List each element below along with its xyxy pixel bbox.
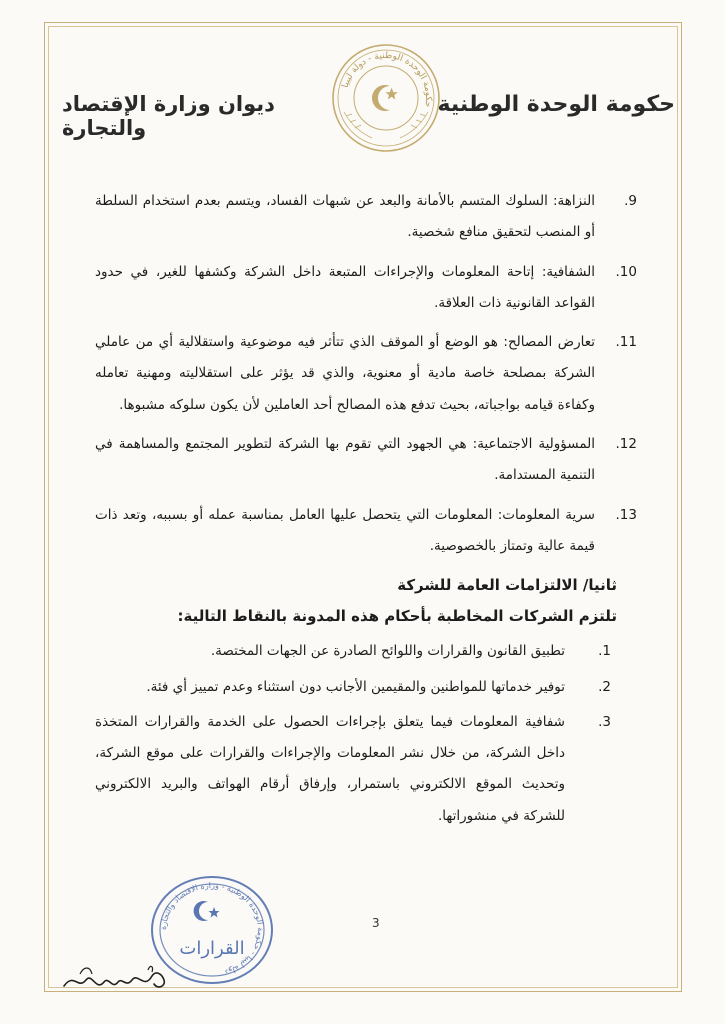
state-emblem-icon [330, 42, 442, 154]
definition-item-11 [95, 327, 637, 421]
obligation-item-1 [95, 636, 617, 667]
definition-item-10 [95, 257, 637, 320]
item-term: سرية المعلومات: [497, 506, 595, 523]
definition-item-13 [95, 500, 637, 563]
item-text: إتاحة المعلومات والإجراءات المتبعة داخل الشركة وكشفها للغير، في حدود القواعد القانونية ذات العلاقة. [95, 263, 595, 311]
section-heading: ثانيا/ الالتزامات العامة للشركة [397, 576, 617, 595]
obligation-text: شفافية المعلومات فيما يتعلق بإجراءات الحصول على الخدمة والقرارات المتخذة داخل الشركة، من خلال نشر المعلومات والإجراءات والقرارات على موقع الشركة، وتحديث الموقع الالكتروني باستمرار، وإرفاق أرقام الهواتف والبريد الالكتروني للشركة في منشوراتها. [95, 713, 565, 824]
stamp-label: القرارات [179, 938, 245, 959]
item-number: .12 [615, 436, 637, 453]
obligation-number: .3 [598, 713, 611, 730]
item-text: المعلومات التي يتحصل عليها العامل بمناسبة عمله أو بسببه، وتعد ذات قيمة عالية وتمتاز بالخصوصية. [95, 506, 595, 554]
section-subheading: تلتزم الشركات المخاطبة بأحكام هذه المدونة بالنقاط التالية: [177, 607, 617, 626]
item-number: .9 [624, 193, 637, 209]
document-body [95, 186, 637, 836]
item-text: هو الوضع أو الموقف الذي تتأثر فيه موضوعية واستقلالية أي من عاملي الشركة بمصلحة خاصة مادية أو معنوية، والذي قد يؤثر على استقلاليته ومهنية تعامله وكفاءة قيامه بواجباته، بحيث تدفع هذه المصالح أحد العاملين لأن يكون سلوكه مشبوها. [95, 334, 595, 413]
item-term: المسؤولية الاجتماعية: [472, 436, 595, 453]
obligation-item-3 [95, 707, 617, 832]
item-number: .11 [615, 334, 637, 351]
page-number: 3 [372, 916, 380, 930]
definition-item-12 [95, 429, 637, 492]
header-government-title: حكومة الوحدة الوطنية [437, 92, 675, 117]
obligation-number: .2 [598, 678, 611, 695]
definition-item-9 [95, 186, 637, 249]
item-text: هي الجهود التي تقوم بها الشركة لتطوير المجتمع والمساهمة في التنمية المستدامة. [95, 436, 595, 484]
item-text: السلوك المتسم بالأمانة والبعد عن شبهات الفساد، ويتسم بعدم استخدام السلطة أو المنصب لتحقيق منافع شخصية. [95, 193, 595, 241]
stamp-ring-text: دولة ليبيا - حكومة الوحدة الوطنية - وزارة الاقتصاد والتجارة [158, 880, 266, 978]
item-term: النزاهة: [552, 193, 595, 209]
item-term: تعارض المصالح: [503, 334, 595, 351]
handwritten-signature [60, 956, 180, 1000]
obligation-number: .1 [598, 643, 611, 660]
obligation-text: توفير خدماتها للمواطنين والمقيمين الأجانب دون استثناء وعدم تمييز أي فئة. [146, 678, 565, 695]
emblem-ring-text: حكومة الوحدة الوطنية - دولة ليبيا [340, 50, 434, 108]
item-term: الشفافية: [541, 263, 595, 280]
obligation-text: تطبيق القانون والقرارات واللوائح الصادرة عن الجهات المختصة. [210, 643, 565, 660]
item-number: .10 [615, 263, 637, 280]
obligation-item-2 [95, 672, 617, 703]
item-number: .13 [615, 506, 637, 523]
header-ministry-title: ديوان وزارة الإقتصاد والتجارة [62, 92, 275, 140]
